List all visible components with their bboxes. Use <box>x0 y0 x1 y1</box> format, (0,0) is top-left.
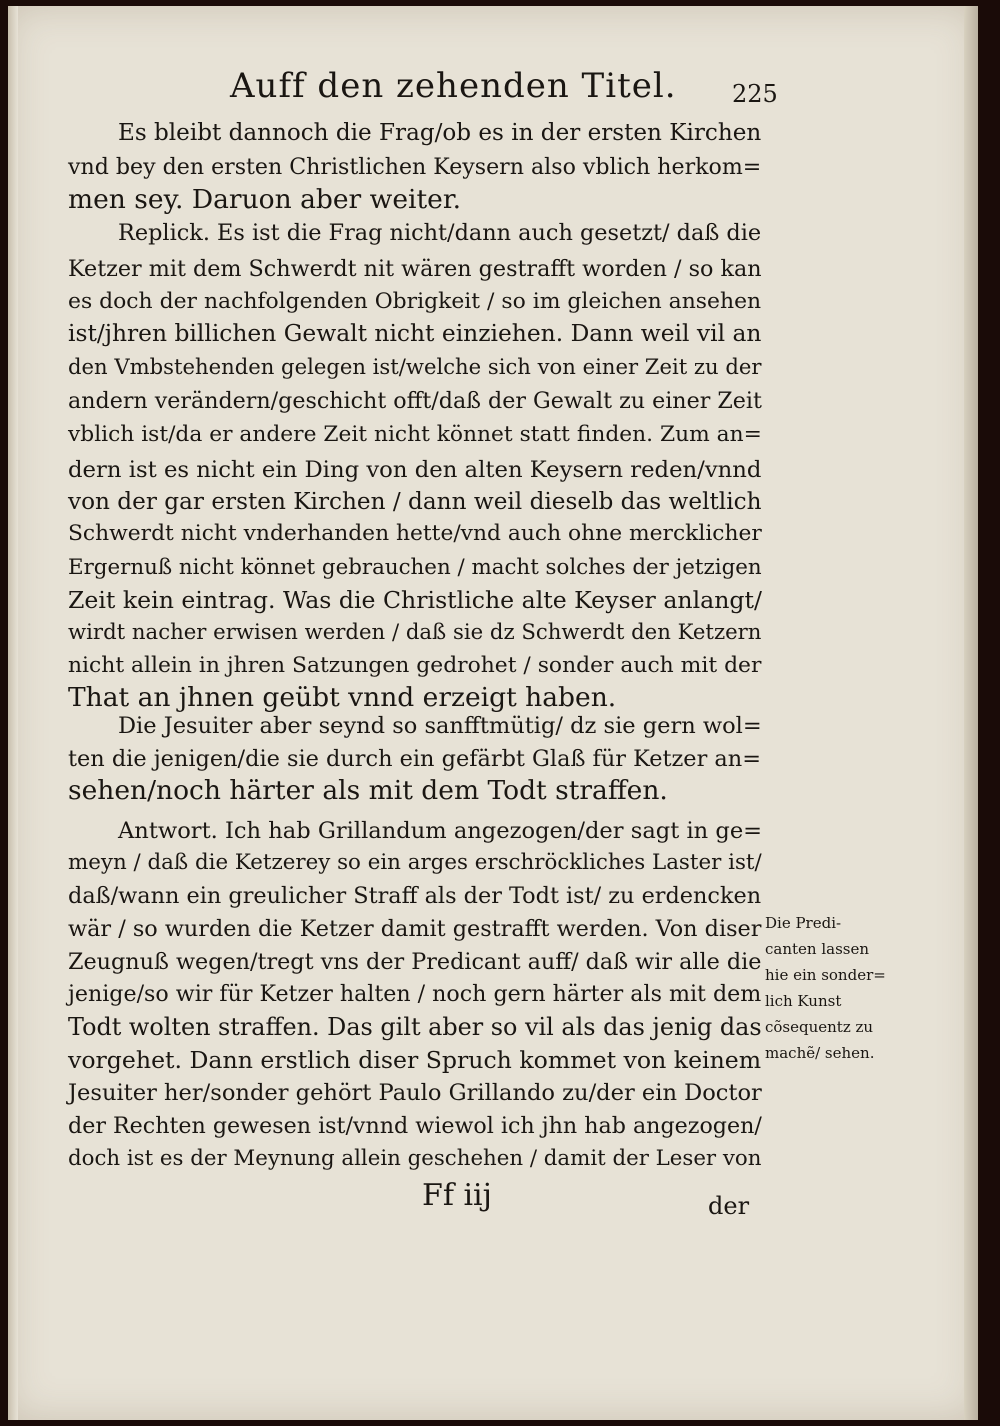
text-line: That an jhnen geübt vnnd erzeigt haben. <box>68 682 617 713</box>
text-line: meyn / daß die Ketzerey so ein arges erschröckliches Laster ist/ <box>68 850 762 875</box>
text-line: der Rechten gewesen ist/vnnd wiewol ich jhn hab angezogen/ <box>68 1113 762 1139</box>
text-line: Zeugnuß wegen/tregt vns der Predicant auff/ daß wir alle die <box>68 949 762 975</box>
text-line: vorgehet. Dann erstlich diser Spruch kommet von keinem <box>68 1046 762 1074</box>
text-line: es doch der nachfolgenden Obrigkeit / so im gleichen ansehen <box>68 289 762 314</box>
page-edge <box>964 6 978 1420</box>
text-line: Replick. Es ist die Frag nicht/dann auch gesetzt/ daß die <box>118 220 762 246</box>
text-line: Schwerdt nicht vnderhanden hette/vnd auch ohne mercklicher <box>68 521 762 546</box>
text-line: Ketzer mit dem Schwerdt nit wären gestrafft worden / so kan <box>68 256 762 282</box>
text-line: Die Jesuiter aber seynd so sanfftmütig/ dz sie gern wol= <box>118 713 762 739</box>
text-line: ten die jenigen/die sie durch ein gefärbt Glaß für Ketzer an= <box>68 746 761 772</box>
text-line: sehen/noch härter als mit dem Todt straffen. <box>68 775 668 806</box>
text-line: wirdt nacher erwisen werden / daß sie dz Schwerdt den Ketzern <box>68 620 762 645</box>
text-line: vblich ist/da er andere Zeit nicht könnet statt finden. Zum an= <box>68 422 762 447</box>
text-line: Zeit kein eintrag. Was die Christliche alte Keyser anlangt/ <box>68 586 762 614</box>
running-title: Auff den zehenden Titel. <box>230 66 677 106</box>
text-line: andern verändern/geschicht offt/daß der Gewalt zu einer Zeit <box>68 388 762 414</box>
catchword: der <box>708 1192 750 1220</box>
text-line: men sey. Daruon aber weiter. <box>68 184 461 215</box>
text-line: Es bleibt dannoch die Frag/ob es in der ersten Kirchen <box>118 120 762 146</box>
text-line: Antwort. Ich hab Grillandum angezogen/der sagt in ge= <box>118 818 763 844</box>
text-line: daß/wann ein greulicher Straff als der Todt ist/ zu erdencken <box>68 883 762 909</box>
text-line: von der gar ersten Kirchen / dann weil dieselb das weltlich <box>68 489 762 515</box>
page-gutter <box>8 6 18 1420</box>
signature-mark: Ff iij <box>422 1178 492 1213</box>
text-line: doch ist es der Meynung allein geschehen / damit der Leser von <box>68 1146 762 1171</box>
text-line: den Vmbstehenden gelegen ist/welche sich von einer Zeit zu der <box>68 354 762 379</box>
text-line: dern ist es nicht ein Ding von den alten Keysern reden/vnnd <box>68 457 762 483</box>
text-line: Jesuiter her/sonder gehört Paulo Grillando zu/der ein Doctor <box>68 1080 762 1106</box>
text-line: Ergernuß nicht könnet gebrauchen / macht solches der jetzigen <box>68 555 762 580</box>
text-line: vnd bey den ersten Christlichen Keysern also vblich herkom= <box>68 154 762 180</box>
page-number: 225 <box>732 80 778 108</box>
margin-note: Die Predi- canten lassen hie ein sonder= lich Kunst cõsequentz zu machẽ/ sehen. <box>765 914 886 1062</box>
text-line: Todt wolten straffen. Das gilt aber so vil als das jenig das <box>68 1013 762 1041</box>
text-line: ist/jhren billichen Gewalt nicht einziehen. Dann weil vil an <box>68 319 762 347</box>
text-line: nicht allein in jhren Satzungen gedrohet / sonder auch mit der <box>68 653 762 678</box>
text-line: wär / so wurden die Ketzer damit gestrafft werden. Von diser <box>68 916 762 942</box>
text-line: jenige/so wir für Ketzer halten / noch gern härter als mit dem <box>68 981 762 1007</box>
